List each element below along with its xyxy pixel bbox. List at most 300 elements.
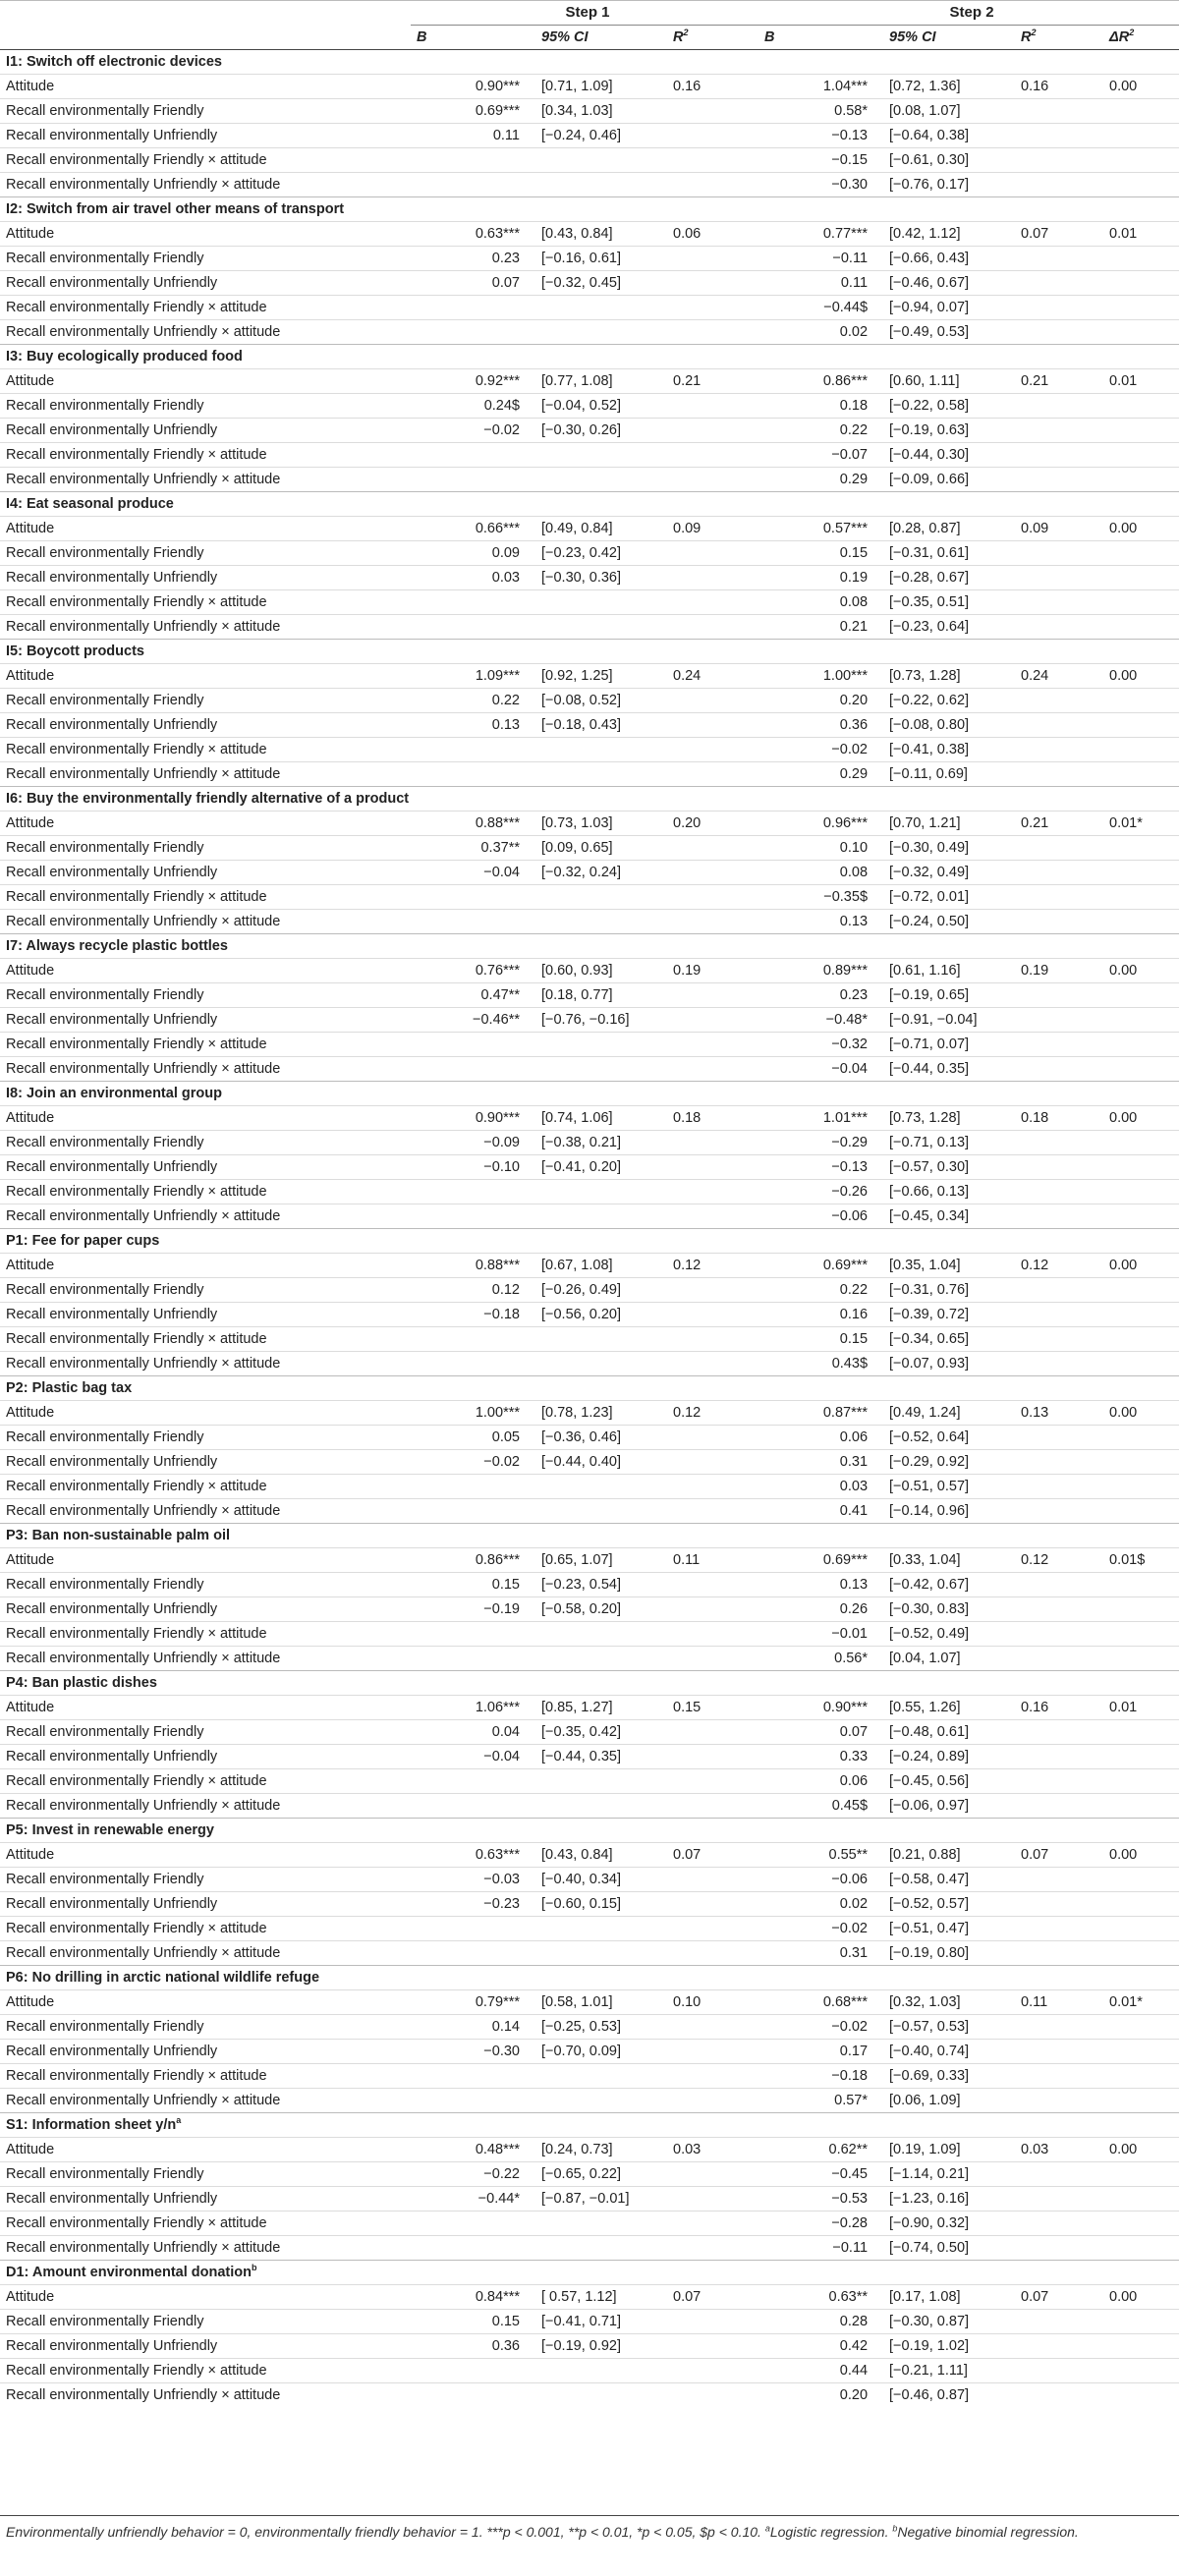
step2-b: 0.13: [758, 910, 883, 934]
step2-b: 0.58*: [758, 99, 883, 124]
step2-r2: [1015, 1426, 1103, 1450]
step2-b: 0.02: [758, 1892, 883, 1917]
step2-b: 0.96***: [758, 812, 883, 836]
step1-r2: [667, 1450, 758, 1475]
step1-ci: [535, 1057, 667, 1082]
step1-b: −0.04: [411, 1745, 535, 1769]
row-label: Recall environmentally Unfriendly: [0, 2040, 411, 2064]
section-title-footnote-mark: a: [176, 2115, 182, 2126]
step1-r2: [667, 271, 758, 296]
section-title: [0, 1229, 1179, 1254]
row-label: Recall environmentally Friendly: [0, 983, 411, 1008]
step1-r2: [667, 1769, 758, 1794]
step1-ci: [0.78, 1.23]: [535, 1401, 667, 1426]
step2-ci: [−0.30, 0.87]: [883, 2310, 1015, 2334]
row-label: Recall environmentally Unfriendly × attitude: [0, 468, 411, 492]
step2-r2: 0.11: [1015, 1990, 1103, 2015]
step1-b: [411, 1769, 535, 1794]
table-row: [0, 1622, 1179, 1647]
row-label: Recall environmentally Friendly: [0, 99, 411, 124]
step1-b: −0.04: [411, 861, 535, 885]
step2-ci: [−0.22, 0.62]: [883, 689, 1015, 713]
step2-ci: [−0.29, 0.92]: [883, 1450, 1015, 1475]
step1-ci: [535, 1352, 667, 1376]
step1-b: 0.22: [411, 689, 535, 713]
delta-r2: 0.00: [1103, 2285, 1179, 2310]
step2-b: 0.20: [758, 2383, 883, 2408]
section-title-footnote-mark: b: [252, 2263, 257, 2273]
section-title: [0, 1376, 1179, 1401]
section-title-text: I6: Buy the environmentally friendly alternative of a product: [6, 791, 410, 807]
step2-ci: [−0.24, 0.89]: [883, 1745, 1015, 1769]
step1-r2: [667, 2187, 758, 2212]
step2-ci: [−0.52, 0.49]: [883, 1622, 1015, 1647]
row-label: Attitude: [0, 1696, 411, 1720]
step2-b: 0.06: [758, 1426, 883, 1450]
row-label: Recall environmentally Unfriendly: [0, 2334, 411, 2359]
step2-ci: [0.70, 1.21]: [883, 812, 1015, 836]
table-row: [0, 1106, 1179, 1131]
step1-ci: [535, 590, 667, 615]
row-label: Recall environmentally Friendly: [0, 1720, 411, 1745]
step2-ci: [−0.66, 0.43]: [883, 247, 1015, 271]
step2-r2: [1015, 148, 1103, 173]
step1-b: [411, 1057, 535, 1082]
section-title-text: I4: Eat seasonal produce: [6, 496, 174, 512]
row-label: Recall environmentally Friendly × attitude: [0, 1475, 411, 1499]
step2-ci: [−0.46, 0.67]: [883, 271, 1015, 296]
step2-b: −0.01: [758, 1622, 883, 1647]
delta-r2: [1103, 1720, 1179, 1745]
step1-ci: [−0.44, 0.40]: [535, 1450, 667, 1475]
step2-ci: [0.08, 1.07]: [883, 99, 1015, 124]
step2-r2: [1015, 2040, 1103, 2064]
row-label: Recall environmentally Friendly: [0, 541, 411, 566]
table-row: [0, 2212, 1179, 2236]
table-row: [0, 1254, 1179, 1278]
step2-ci: [0.73, 1.28]: [883, 664, 1015, 689]
step1-r2: [667, 541, 758, 566]
step2-ci: [0.17, 1.08]: [883, 2285, 1015, 2310]
section-title: [0, 1524, 1179, 1548]
step1-r2: [667, 566, 758, 590]
step1-ci: [0.24, 0.73]: [535, 2138, 667, 2162]
step2-b: 0.41: [758, 1499, 883, 1524]
step2-r2: [1015, 689, 1103, 713]
step2-b: 0.08: [758, 590, 883, 615]
step1-b: 0.13: [411, 713, 535, 738]
step1-b: 0.79***: [411, 1990, 535, 2015]
section-header: [0, 345, 1179, 369]
step2-ci: [−0.31, 0.76]: [883, 1278, 1015, 1303]
table-row: [0, 812, 1179, 836]
step2-b: 0.28: [758, 2310, 883, 2334]
step2-ci: [−1.23, 0.16]: [883, 2187, 1015, 2212]
step2-ci: [−1.14, 0.21]: [883, 2162, 1015, 2187]
section-title-text: P3: Ban non-sustainable palm oil: [6, 1528, 231, 1543]
step1-ci: [−0.65, 0.22]: [535, 2162, 667, 2187]
footnote-a-mark: a: [764, 2523, 770, 2534]
step1-r2: [667, 468, 758, 492]
step2-b: 0.31: [758, 1941, 883, 1966]
footnote-a-text: Logistic regression.: [769, 2524, 893, 2540]
step2-b: −0.44$: [758, 296, 883, 320]
section-title: [0, 934, 1179, 959]
step1-r2: [667, 99, 758, 124]
step2-ci: [0.19, 1.09]: [883, 2138, 1015, 2162]
row-label: Attitude: [0, 664, 411, 689]
delta-r2: 0.00: [1103, 2138, 1179, 2162]
delta-r2: 0.00: [1103, 959, 1179, 983]
step1-r2: 0.11: [667, 1548, 758, 1573]
step1-b: 0.09: [411, 541, 535, 566]
step2-ci: [0.60, 1.11]: [883, 369, 1015, 394]
step1-b: 0.66***: [411, 517, 535, 541]
section-header: [0, 1966, 1179, 1990]
row-label: Attitude: [0, 517, 411, 541]
step2-ci: [−0.21, 1.11]: [883, 2359, 1015, 2383]
table-row: [0, 320, 1179, 345]
step2-ci: [−0.06, 0.97]: [883, 1794, 1015, 1819]
step1-r2: 0.03: [667, 2138, 758, 2162]
step2-ci: [−0.76, 0.17]: [883, 173, 1015, 197]
step2-b: −0.13: [758, 124, 883, 148]
row-label: Recall environmentally Unfriendly × attitude: [0, 320, 411, 345]
step2-r2: [1015, 2383, 1103, 2408]
step1-b: 0.07: [411, 271, 535, 296]
header-blank: [0, 1, 411, 26]
step1-ci: [−0.32, 0.24]: [535, 861, 667, 885]
row-label: Attitude: [0, 959, 411, 983]
step1-r2: [667, 1327, 758, 1352]
delta-r2: [1103, 738, 1179, 762]
delta-r2: [1103, 296, 1179, 320]
step1-r2: [667, 2015, 758, 2040]
step2-ci: [−0.32, 0.49]: [883, 861, 1015, 885]
step1-r2: [667, 1573, 758, 1597]
step1-b: 0.05: [411, 1426, 535, 1450]
step2-r2: [1015, 1475, 1103, 1499]
step2-ci: [−0.61, 0.30]: [883, 148, 1015, 173]
step1-r2: [667, 296, 758, 320]
step2-b: 0.69***: [758, 1548, 883, 1573]
section-title-text: I8: Join an environmental group: [6, 1086, 222, 1101]
step1-b: −0.44*: [411, 2187, 535, 2212]
step1-ci: [535, 1499, 667, 1524]
step2-r2: [1015, 1008, 1103, 1033]
row-label: Attitude: [0, 1254, 411, 1278]
delta-r2: [1103, 1303, 1179, 1327]
section-title: [0, 787, 1179, 812]
step1-r2: [667, 2359, 758, 2383]
step2-r2: [1015, 1352, 1103, 1376]
step2-ci: [−0.64, 0.38]: [883, 124, 1015, 148]
row-label: Recall environmentally Friendly: [0, 1278, 411, 1303]
step2-ci: [−0.30, 0.49]: [883, 836, 1015, 861]
step2-b: −0.02: [758, 738, 883, 762]
step2-ci: [−0.66, 0.13]: [883, 1180, 1015, 1204]
step2-b: 0.08: [758, 861, 883, 885]
step1-b: [411, 1941, 535, 1966]
step2-ci: [−0.22, 0.58]: [883, 394, 1015, 419]
step1-ci: [535, 1180, 667, 1204]
step1-ci: [535, 1769, 667, 1794]
row-label: Recall environmentally Unfriendly: [0, 419, 411, 443]
step2-r2: [1015, 1131, 1103, 1155]
step2-ci: [−0.69, 0.33]: [883, 2064, 1015, 2089]
step1-ci: [−0.30, 0.36]: [535, 566, 667, 590]
step1-ci: [0.71, 1.09]: [535, 75, 667, 99]
step1-r2: [667, 2162, 758, 2187]
step2-b: 0.56*: [758, 1647, 883, 1671]
step1-b: 0.04: [411, 1720, 535, 1745]
section-title-text: I3: Buy ecologically produced food: [6, 349, 243, 364]
step2-r2: [1015, 1794, 1103, 1819]
step1-ci: [−0.44, 0.35]: [535, 1745, 667, 1769]
step1-r2: [667, 2212, 758, 2236]
step1-ci: [0.74, 1.06]: [535, 1106, 667, 1131]
step2-r2: [1015, 2212, 1103, 2236]
step1-r2: 0.06: [667, 222, 758, 247]
delta-r2: 0.00: [1103, 664, 1179, 689]
step2-r2: [1015, 861, 1103, 885]
step2-r2: [1015, 615, 1103, 640]
step2-r2: [1015, 910, 1103, 934]
step1-ci: [535, 2383, 667, 2408]
delta-r2: [1103, 2064, 1179, 2089]
step1-r2: [667, 1597, 758, 1622]
step2-ci: [−0.72, 0.01]: [883, 885, 1015, 910]
step1-r2: [667, 1941, 758, 1966]
table-row: [0, 124, 1179, 148]
table-row: [0, 394, 1179, 419]
delta-r2: 0.00: [1103, 1254, 1179, 1278]
footnote-main: Environmentally unfriendly behavior = 0, environmentally friendly behavior = 1. ***p < 0.001, **p < 0.01, *p < 0.05, $p < 0.10.: [6, 2524, 765, 2540]
step2-ci: [−0.07, 0.93]: [883, 1352, 1015, 1376]
step2-r2: 0.24: [1015, 664, 1103, 689]
step1-r2: [667, 1131, 758, 1155]
table-row: [0, 664, 1179, 689]
delta-r2: [1103, 1941, 1179, 1966]
step1-b: −0.22: [411, 2162, 535, 2187]
row-label: Recall environmentally Friendly × attitude: [0, 148, 411, 173]
header-blank-2: [0, 26, 411, 50]
table-row: [0, 1155, 1179, 1180]
delta-r2: [1103, 1008, 1179, 1033]
row-label: Attitude: [0, 1106, 411, 1131]
step2-b: 0.02: [758, 320, 883, 345]
delta-r2: [1103, 2187, 1179, 2212]
table-row: [0, 222, 1179, 247]
step1-r2: [667, 247, 758, 271]
row-label: Attitude: [0, 1401, 411, 1426]
row-label: Recall environmentally Unfriendly × attitude: [0, 1352, 411, 1376]
section-header: [0, 934, 1179, 959]
step2-ci: [−0.71, 0.13]: [883, 1131, 1015, 1155]
step2-ci: [−0.19, 0.80]: [883, 1941, 1015, 1966]
row-label: Recall environmentally Friendly × attitude: [0, 738, 411, 762]
step2-r2: [1015, 738, 1103, 762]
delta-r2: [1103, 1033, 1179, 1057]
table-row: [0, 738, 1179, 762]
table-row: [0, 959, 1179, 983]
section-header: [0, 2113, 1179, 2138]
delta-r2: [1103, 1769, 1179, 1794]
row-label: Attitude: [0, 2138, 411, 2162]
table-row: [0, 615, 1179, 640]
step1-ci: [−0.38, 0.21]: [535, 1131, 667, 1155]
row-label: Recall environmentally Friendly × attitude: [0, 1327, 411, 1352]
step2-ci: [0.35, 1.04]: [883, 1254, 1015, 1278]
delta-r2: [1103, 713, 1179, 738]
row-label: Recall environmentally Unfriendly: [0, 713, 411, 738]
step2-r2: [1015, 2310, 1103, 2334]
step1-b: 0.47**: [411, 983, 535, 1008]
step1-ci: [535, 1033, 667, 1057]
step1-ci: [0.92, 1.25]: [535, 664, 667, 689]
step1-b: −0.46**: [411, 1008, 535, 1033]
step1-r2: [667, 1720, 758, 1745]
step1-ci: [535, 2359, 667, 2383]
step1-ci: [−0.16, 0.61]: [535, 247, 667, 271]
step1-b: [411, 2064, 535, 2089]
step2-b: 1.00***: [758, 664, 883, 689]
step1-ci: [−0.40, 0.34]: [535, 1868, 667, 1892]
table-row: [0, 1426, 1179, 1450]
step1-ci: [535, 1647, 667, 1671]
step2-ci: [−0.57, 0.53]: [883, 2015, 1015, 2040]
step2-b: 0.18: [758, 394, 883, 419]
step2-ci: [−0.39, 0.72]: [883, 1303, 1015, 1327]
step2-ci: [0.61, 1.16]: [883, 959, 1015, 983]
row-label: Attitude: [0, 1548, 411, 1573]
section-title: [0, 640, 1179, 664]
table-row: [0, 2162, 1179, 2187]
step2-r2: [1015, 2236, 1103, 2261]
step2-r2: [1015, 1327, 1103, 1352]
step2-b: 0.29: [758, 468, 883, 492]
row-label: Recall environmentally Unfriendly × attitude: [0, 1204, 411, 1229]
header-b-step1: B: [411, 26, 535, 50]
table-row: [0, 1720, 1179, 1745]
step2-r2: [1015, 1573, 1103, 1597]
step2-r2: [1015, 1647, 1103, 1671]
step2-ci: [−0.44, 0.30]: [883, 443, 1015, 468]
step1-r2: 0.09: [667, 517, 758, 541]
step2-b: 0.13: [758, 1573, 883, 1597]
delta-r2: [1103, 1475, 1179, 1499]
step2-b: −0.02: [758, 1917, 883, 1941]
step1-b: −0.09: [411, 1131, 535, 1155]
table-footnote: [6, 2523, 1165, 2542]
delta-r2: [1103, 1155, 1179, 1180]
step1-ci: [535, 443, 667, 468]
row-label: Recall environmentally Unfriendly: [0, 124, 411, 148]
step2-r2: [1015, 1204, 1103, 1229]
step2-b: 0.62**: [758, 2138, 883, 2162]
step1-r2: 0.12: [667, 1401, 758, 1426]
step2-ci: [0.06, 1.09]: [883, 2089, 1015, 2113]
step2-ci: [−0.42, 0.67]: [883, 1573, 1015, 1597]
section-title-text: P6: No drilling in arctic national wildlife refuge: [6, 1970, 320, 1986]
step1-ci: [−0.24, 0.46]: [535, 124, 667, 148]
table-row: [0, 1573, 1179, 1597]
step1-r2: 0.07: [667, 1843, 758, 1868]
step2-b: −0.15: [758, 148, 883, 173]
section-header: [0, 2261, 1179, 2285]
step1-b: [411, 590, 535, 615]
row-label: Recall environmentally Friendly × attitude: [0, 2064, 411, 2089]
step1-b: 0.03: [411, 566, 535, 590]
section-title: [0, 2113, 1179, 2138]
row-label: Recall environmentally Friendly × attitude: [0, 1033, 411, 1057]
step2-b: 0.89***: [758, 959, 883, 983]
step1-b: [411, 1499, 535, 1524]
step2-b: 0.17: [758, 2040, 883, 2064]
row-label: Recall environmentally Friendly: [0, 1868, 411, 1892]
delta-r2: [1103, 2236, 1179, 2261]
step2-b: −0.06: [758, 1204, 883, 1229]
table-row: [0, 1401, 1179, 1426]
table-row: [0, 590, 1179, 615]
delta-r2: 0.00: [1103, 1401, 1179, 1426]
step2-b: 0.15: [758, 541, 883, 566]
table-header: [0, 1, 1179, 50]
step1-r2: 0.19: [667, 959, 758, 983]
row-label: Recall environmentally Unfriendly × attitude: [0, 615, 411, 640]
delta-r2: [1103, 1892, 1179, 1917]
row-label: Recall environmentally Unfriendly × attitude: [0, 1794, 411, 1819]
row-label: Recall environmentally Friendly × attitude: [0, 1769, 411, 1794]
step1-r2: [667, 689, 758, 713]
row-label: Recall environmentally Friendly: [0, 1426, 411, 1450]
step2-b: −0.45: [758, 2162, 883, 2187]
header-ci-step2: 95% CI: [883, 26, 1015, 50]
step1-b: 0.36: [411, 2334, 535, 2359]
delta-r2: [1103, 1917, 1179, 1941]
row-label: Recall environmentally Unfriendly: [0, 1745, 411, 1769]
step1-r2: [667, 615, 758, 640]
delta-r2: [1103, 1499, 1179, 1524]
step2-r2: [1015, 320, 1103, 345]
table-row: [0, 419, 1179, 443]
row-label: Recall environmentally Unfriendly × attitude: [0, 910, 411, 934]
step1-ci: [0.18, 0.77]: [535, 983, 667, 1008]
table-row: [0, 296, 1179, 320]
step1-ci: [535, 468, 667, 492]
step2-r2: [1015, 1769, 1103, 1794]
table-row: [0, 713, 1179, 738]
delta-r2: [1103, 566, 1179, 590]
step2-r2: [1015, 885, 1103, 910]
step2-ci: [−0.51, 0.47]: [883, 1917, 1015, 1941]
step1-b: 1.00***: [411, 1401, 535, 1426]
step1-ci: [−0.41, 0.20]: [535, 1155, 667, 1180]
section-title: [0, 2261, 1179, 2285]
step1-r2: [667, 738, 758, 762]
table-row: [0, 2236, 1179, 2261]
table-row: [0, 861, 1179, 885]
step1-b: [411, 2383, 535, 2408]
step1-b: [411, 1622, 535, 1647]
row-label: Recall environmentally Unfriendly: [0, 566, 411, 590]
step2-r2: [1015, 1278, 1103, 1303]
step1-r2: [667, 1278, 758, 1303]
row-label: Recall environmentally Friendly: [0, 2015, 411, 2040]
delta-r2: [1103, 148, 1179, 173]
step2-r2: [1015, 1499, 1103, 1524]
step2-r2: [1015, 247, 1103, 271]
